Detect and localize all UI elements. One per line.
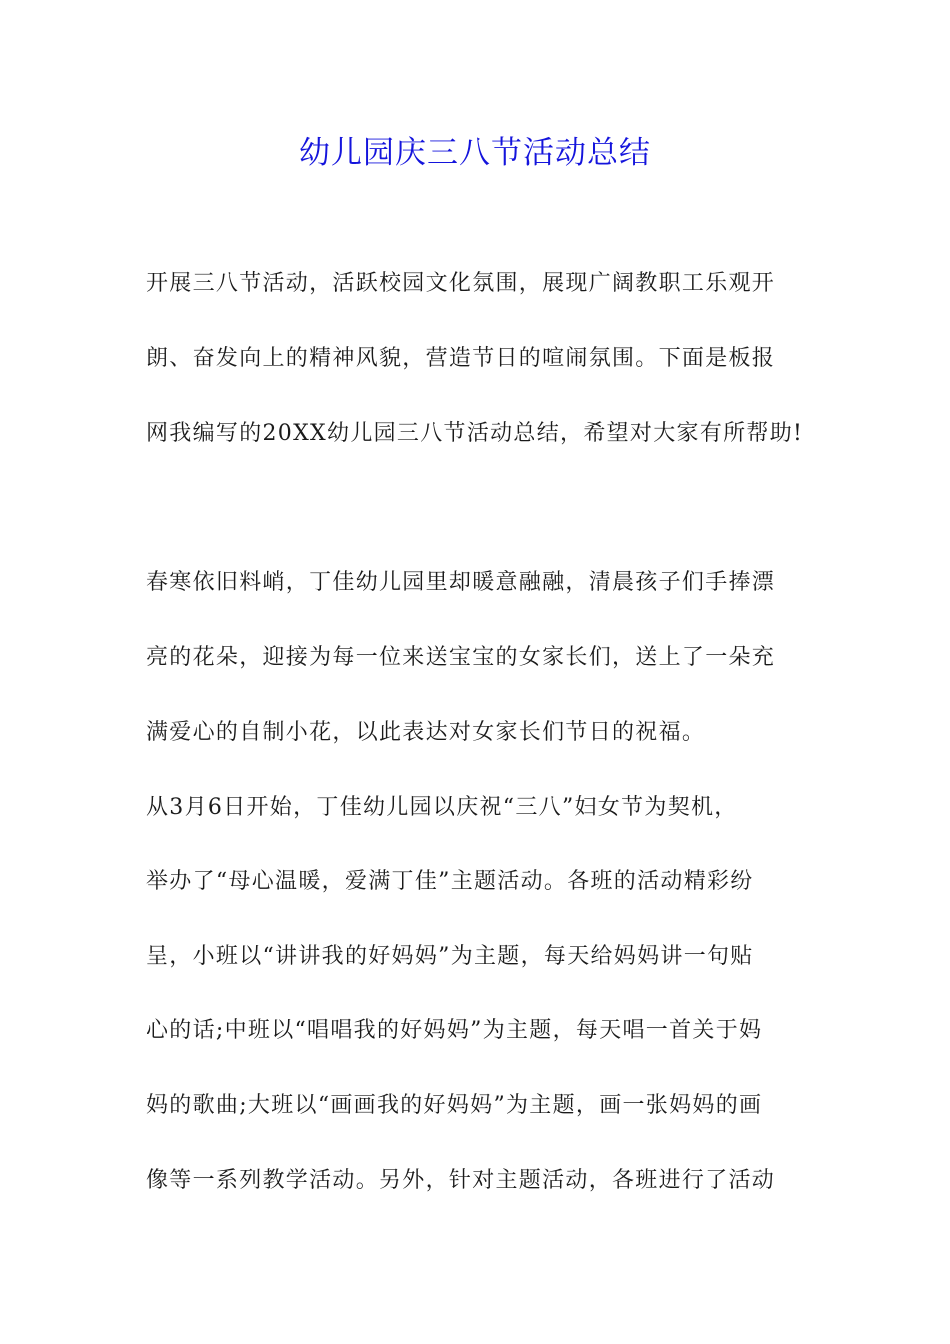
- paragraph-3-line-3: 呈，小班以“讲讲我的好妈妈”为主题，每天给妈妈讲一句贴: [146, 944, 754, 969]
- paragraph-2-line-2: 亮的花朵，迎接为每一位来送宝宝的女家长们，送上了一朵充: [146, 645, 776, 670]
- paragraph-3-line-2: 举办了“母心温暖，爱满丁佳”主题活动。各班的活动精彩纷: [146, 869, 754, 894]
- paragraph-3-line-1: 从3月6日开始，丁佳幼儿园以庆祝“三八”妇女节为契机，: [146, 795, 738, 820]
- paragraph-1-line-1: 开展三八节活动，活跃校园文化氛围，展现广阔教职工乐观开: [146, 271, 776, 296]
- paragraph-3-line-6: 像等一系列教学活动。另外，针对主题活动，各班进行了活动: [146, 1168, 776, 1193]
- document-title: 幼儿园庆三八节活动总结: [299, 135, 651, 171]
- paragraph-3-line-5: 妈的歌曲;大班以“画画我的好妈妈”为主题，画一张妈妈的画: [146, 1093, 763, 1118]
- paragraph-2-line-3: 满爱心的自制小花，以此表达对女家长们节日的祝福。: [146, 720, 706, 745]
- paragraph-2-line-1: 春寒依旧料峭，丁佳幼儿园里却暖意融融，清晨孩子们手捧漂: [146, 570, 776, 595]
- paragraph-1-line-2: 朗、奋发向上的精神风貌，营造节日的喧闹氛围。下面是板报: [146, 346, 776, 371]
- paragraph-1-line-3: 网我编写的20XX幼儿园三八节活动总结，希望对大家有所帮助!: [146, 421, 804, 446]
- paragraph-3-line-4: 心的话;中班以“唱唱我的好妈妈”为主题，每天唱一首关于妈: [146, 1018, 763, 1043]
